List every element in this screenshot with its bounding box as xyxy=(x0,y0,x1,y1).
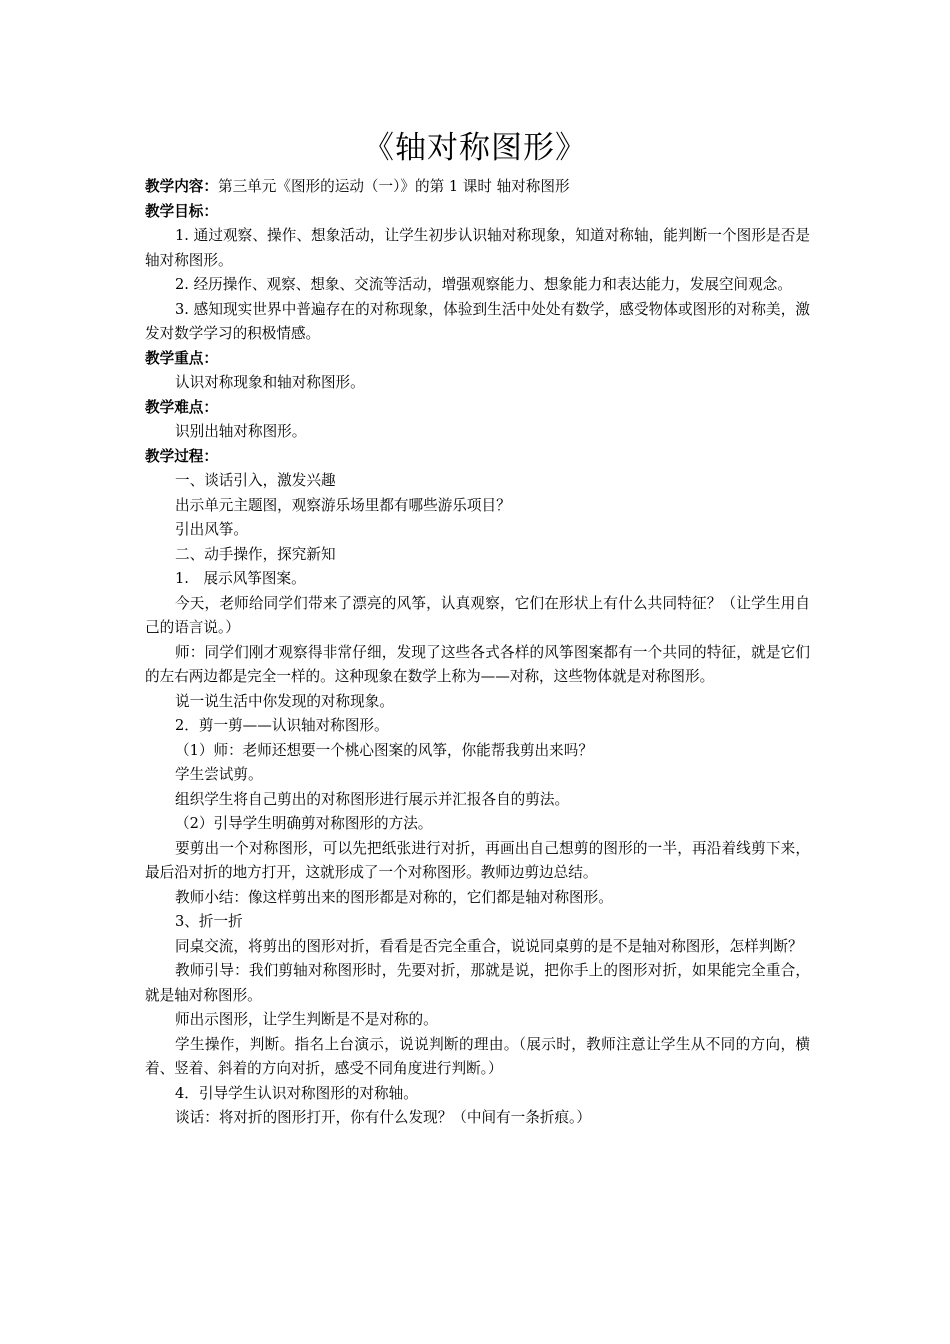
process-step: 谈话：将对折的图形打开，你有什么发现？（中间有一条折痕。） xyxy=(175,1109,591,1126)
process-step: 二、动手操作，探究新知 xyxy=(175,545,336,563)
process-paragraph: 同桌交流，将剪出的图形对折，看看是否完全重合，说说同桌剪的是不是轴对称图形，怎样判断？ xyxy=(175,937,803,955)
process-paragraph: 教师引导：我们剪轴对称图形时，先要对折，那就是说，把你手上的图形对折，如果能完全重合，就是轴对称图形。 xyxy=(145,962,810,1004)
process-paragraph: 要剪出一个对称图形，可以先把纸张进行对折，再画出自己想剪的图形的一半，再沿着线剪下来，最后沿对折的地方打开，这就形成了一个对称图形。教师边剪边总结。 xyxy=(145,839,810,881)
process-step: 1. 展示风筝图案。 xyxy=(175,570,306,587)
process-paragraph: 师：同学们刚才观察得非常仔细，发现了这些各式各样的风筝图案都有一个共同的特征，就是它们的左右两边都是完全一样的。这种现象在数学上称为——对称，这些物体就是对称图形。 xyxy=(145,643,810,685)
process-step: 4．引导学生认识对称图形的对称轴。 xyxy=(175,1084,418,1102)
process-label: 教学过程： xyxy=(145,447,218,465)
process-step: （2）引导学生明确剪对称图形的方法。 xyxy=(175,815,433,832)
process-step: 3、折一折 xyxy=(175,913,243,930)
goal-2: 2. 经历操作、观察、想象、交流等活动，增强观察能力、想象能力和表达能力，发展空间观念。 xyxy=(175,276,792,293)
goals-label: 教学目标： xyxy=(145,202,218,220)
process-step: 2．剪一剪——认识轴对称图形。 xyxy=(175,717,389,734)
key-point-text: 认识对称现象和轴对称图形。 xyxy=(175,374,365,391)
content-label: 教学内容： xyxy=(145,178,218,195)
goal-3: 3. 感知现实世界中普遍存在的对称现象，体验到生活中处处有数学，感受物体或图形的对称美，激发对数学学习的积极情感。 xyxy=(145,300,810,342)
document-body xyxy=(145,175,810,1131)
difficult-point-text: 识别出轴对称图形。 xyxy=(175,423,307,440)
process-step: 教师小结：像这样剪出来的图形都是对称的，它们都是轴对称图形。 xyxy=(175,888,613,906)
difficult-point-label: 教学难点： xyxy=(145,398,218,416)
process-paragraph: 学生操作，判断。指名上台演示，说说判断的理由。（展示时，教师注意让学生从不同的方向，横着、竖着、斜着的方向对折，感受不同角度进行判断。） xyxy=(145,1035,810,1077)
process-step: 一、谈话引入，激发兴趣 xyxy=(175,472,336,489)
process-step: 引出风筝。 xyxy=(175,521,248,538)
process-step: 师出示图形，让学生判断是不是对称的。 xyxy=(175,1011,438,1028)
goal-1: 1. 通过观察、操作、想象活动，让学生初步认识轴对称现象，知道对称轴，能判断一个图形是否是轴对称图形。 xyxy=(145,227,810,269)
content-text: 第三单元《图形的运动（一）》的第 1 课时 轴对称图形 xyxy=(217,178,570,195)
key-point-label: 教学重点： xyxy=(145,349,218,367)
process-step: （1）师：老师还想要一个桃心图案的风筝，你能帮我剪出来吗？ xyxy=(175,741,593,759)
document-title: 《轴对称图形》 xyxy=(363,130,587,166)
process-step: 学生尝试剪。 xyxy=(175,766,263,783)
process-step: 组织学生将自己剪出的对称图形进行展示并汇报各自的剪法。 xyxy=(175,790,570,808)
process-step: 出示单元主题图，观察游乐场里都有哪些游乐项目？ xyxy=(175,496,511,514)
process-paragraph: 今天，老师给同学们带来了漂亮的风筝，认真观察，它们在形状上有什么共同特征？（让学生用自己的语言说。） xyxy=(145,594,810,636)
content-line xyxy=(145,175,810,200)
process-step: 说一说生活中你发现的对称现象。 xyxy=(175,692,394,710)
